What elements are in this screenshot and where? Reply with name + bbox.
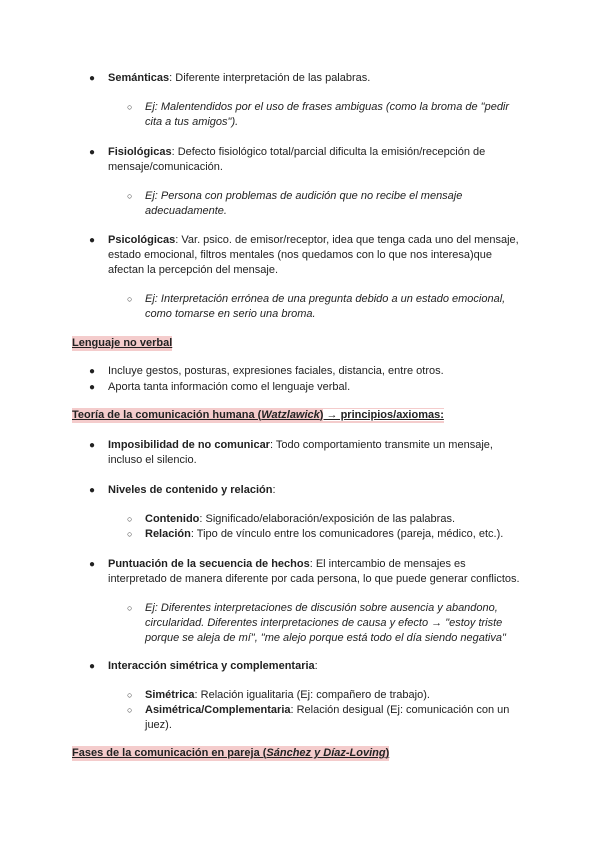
term-relacion: Relación	[145, 528, 191, 540]
list-item-fisiologicas	[108, 145, 485, 160]
sub-bullet-icon: ○	[127, 294, 133, 304]
bullet-icon: ●	[89, 382, 96, 393]
example-semanticas-line1: Ej: Malentendidos por el uso de frases ambiguas (como la broma de "pedir	[145, 101, 510, 113]
bullet-icon: ●	[89, 485, 96, 496]
heading-fases-prefix: Fases de la comunicación en pareja (	[72, 747, 267, 759]
example-puntuacion-line3: porque se aleja de mí", "me alejo porque está todo el día siendo negativa"	[145, 632, 506, 644]
text-fisiologicas-line1: : Defecto fisiológico total/parcial dificulta la emisión/recepción de	[171, 146, 486, 158]
heading-fases-suffix: )	[385, 747, 390, 759]
bullet-icon: ●	[89, 366, 96, 377]
bullet-icon: ●	[89, 73, 96, 84]
text-puntuacion-line1: : El intercambio de mensajes es	[309, 558, 466, 570]
text-niveles: :	[272, 484, 276, 496]
list-item-aporta: Aporta tanta información como el lenguaje verbal.	[108, 381, 351, 393]
heading-teoria-tail: → principios/axiomas:	[323, 409, 444, 421]
sub-bullet-icon: ○	[127, 705, 133, 715]
term-contenido: Contenido	[145, 513, 200, 525]
list-item-semanticas	[108, 71, 370, 86]
list-item-simetrica	[145, 688, 430, 703]
term-fisiologicas: Fisiológicas	[108, 146, 172, 158]
example-psicologicas-line2: como tomarse en serio una broma.	[145, 308, 316, 320]
list-item-niveles	[108, 483, 276, 498]
text-semanticas: : Diferente interpretación de las palabras.	[169, 72, 371, 84]
example-puntuacion-line1: Ej: Diferentes interpretaciones de discusión sobre ausencia y abandono,	[145, 602, 498, 614]
text-psicologicas-line1: : Var. psico. de emisor/receptor, idea que tenga cada uno del mensaje,	[175, 234, 519, 246]
term-puntuacion: Puntuación de la secuencia de hechos	[108, 558, 310, 570]
term-asimetrica: Asimétrica/Complementaria	[145, 704, 291, 716]
text-puntuacion-line2: interpretado de manera diferente por cada persona, lo que puede generar conflictos.	[108, 573, 520, 585]
text-psicologicas-line2: estado emocional, filtros mentales (nos quedamos con lo que nos interesa)que	[108, 249, 493, 261]
text-interaccion: :	[314, 660, 318, 672]
list-item-contenido	[145, 512, 455, 527]
bullet-icon: ●	[89, 147, 96, 158]
text-asimetrica-line2: juez).	[145, 719, 172, 731]
bullet-icon: ●	[89, 559, 96, 570]
heading-fases	[72, 746, 389, 761]
term-simetrica: Simétrica	[145, 689, 195, 701]
sub-bullet-icon: ○	[127, 514, 133, 524]
heading-fases-author: Sánchez y Díaz-Loving	[266, 747, 386, 759]
list-item-puntuacion	[108, 557, 466, 572]
list-item-interaccion	[108, 659, 318, 674]
text-simetrica: : Relación igualitaria (Ej: compañero de trabajo).	[194, 689, 430, 701]
list-item-asimetrica	[145, 703, 509, 718]
heading-teoria-author: Watzlawick	[261, 409, 320, 421]
heading-teoria-suffix: )	[319, 409, 324, 421]
sub-bullet-icon: ○	[127, 690, 133, 700]
text-psicologicas-line3: afectan la percepción del mensaje.	[108, 264, 278, 276]
text-fisiologicas-line2: mensaje/comunicación.	[108, 161, 223, 173]
heading-lenguaje-no-verbal: Lenguaje no verbal	[72, 337, 173, 349]
list-item-relacion	[145, 527, 503, 542]
term-interaccion: Interacción simétrica y complementaria	[108, 660, 315, 672]
sub-bullet-icon: ○	[127, 529, 133, 539]
list-item-psicologicas	[108, 233, 519, 248]
term-niveles: Niveles de contenido y relación	[108, 484, 273, 496]
example-fisiologicas-line1: Ej: Persona con problemas de audición que no recibe el mensaje	[145, 190, 463, 202]
bullet-icon: ●	[89, 235, 96, 246]
example-semanticas-line2: cita a tus amigos").	[145, 116, 239, 128]
term-imposibilidad: Imposibilidad de no comunicar	[108, 439, 270, 451]
heading-teoria	[72, 408, 444, 423]
list-item-gestos: Incluye gestos, posturas, expresiones faciales, distancia, entre otros.	[108, 365, 444, 377]
sub-bullet-icon: ○	[127, 191, 133, 201]
example-psicologicas-line1: Ej: Interpretación errónea de una pregunta debido a un estado emocional,	[145, 293, 506, 305]
sub-bullet-icon: ○	[127, 102, 133, 112]
bullet-icon: ●	[89, 661, 96, 672]
sub-bullet-icon: ○	[127, 603, 133, 613]
text-imposibilidad-line1: : Todo comportamiento transmite un mensaje,	[269, 439, 493, 451]
list-item-imposibilidad	[108, 438, 493, 453]
text-contenido: : Significado/elaboración/exposición de las palabras.	[199, 513, 455, 525]
text-relacion: : Tipo de vínculo entre los comunicadores (pareja, médico, etc.).	[190, 528, 504, 540]
term-semanticas: Semánticas	[108, 72, 170, 84]
heading-teoria-prefix: Teoría de la comunicación humana (	[72, 409, 262, 421]
term-psicologicas: Psicológicas	[108, 234, 176, 246]
example-puntuacion-line2: circularidad. Diferentes interpretaciones de causa y efecto → "estoy triste	[145, 617, 503, 629]
bullet-icon: ●	[89, 440, 96, 451]
text-imposibilidad-line2: incluso el silencio.	[108, 454, 197, 466]
text-asimetrica-line1: : Relación desigual (Ej: comunicación con un	[290, 704, 510, 716]
example-fisiologicas-line2: adecuadamente.	[145, 205, 227, 217]
